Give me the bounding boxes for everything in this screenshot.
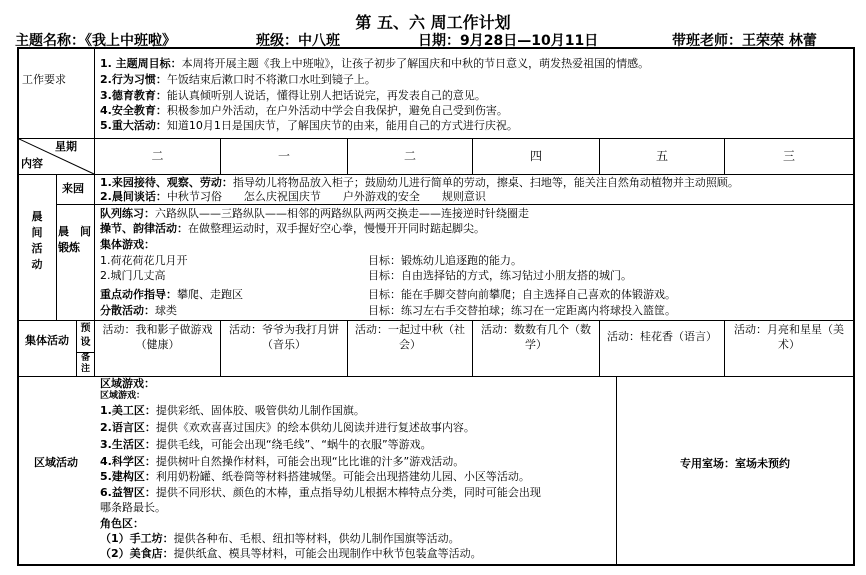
divider bbox=[94, 47, 95, 138]
divider bbox=[347, 320, 348, 376]
group-act-3: 活动：一起过中秋（社会） bbox=[355, 323, 465, 351]
game-1: 1.荷花荷花几月开 bbox=[100, 254, 188, 267]
area-item-6: 6.益智区：提供不同形状、颜色的木棒，重点指导幼儿根据木棒特点分类，同时可能会出现 bbox=[100, 486, 541, 499]
work-req-item-1: 1. 主题周目标：本周将开展主题《我上中班啦》，让孩子初步了解国庆和中秋的节日意义，萌发热爱祖国的情感。 bbox=[100, 57, 650, 70]
area-item-3: 3.生活区：提供毛线，可能会出现“绕毛线”、“蜗牛的衣服”等游戏。 bbox=[100, 438, 432, 451]
page-title: 第 五、六 周工作计划 bbox=[355, 13, 511, 32]
rhythm-activity: 操节、韵律活动：在做整理运动时，双手握好空心拳，慢慢开开同时踮起脚尖。 bbox=[100, 222, 485, 235]
date-range: 日期：9月28日—10月11日 bbox=[418, 33, 599, 49]
class-name: 班级：中八班 bbox=[256, 33, 340, 49]
group-act-4: 活动：数数有几个（数学） bbox=[481, 323, 591, 351]
morning-label-3: 活 bbox=[31, 242, 43, 255]
divider bbox=[17, 174, 855, 175]
exercise-label: 晨 间锻炼 bbox=[58, 225, 91, 254]
weekday-1: 二 bbox=[151, 149, 164, 163]
work-req-item-3: 3.德育教育：能认真倾听别人说话，懂得让别人把话说完，再发表自己的意见。 bbox=[100, 89, 486, 102]
divider bbox=[17, 138, 855, 139]
area-item-1: 1.美工区：提供彩纸、固体胶、吸管供幼儿制作国旗。 bbox=[100, 404, 365, 417]
morning-label-2: 间 bbox=[31, 226, 43, 239]
goal-3: 目标：能在手脚交替向前攀爬；自主选择自己喜欢的体锻游戏。 bbox=[368, 288, 676, 301]
divider bbox=[599, 320, 600, 376]
teachers: 带班老师：王荣荣 林蕾 bbox=[672, 33, 817, 49]
corner-content-label: 内容 bbox=[21, 157, 43, 170]
group-act-2: 活动：爷爷为我打月饼（音乐） bbox=[229, 323, 339, 351]
theme-name: 主题名称：《我上中班啦》 bbox=[15, 33, 176, 49]
arrive-line-2: 2.晨间谈话：中秋节习俗 怎么庆祝国庆节 户外游戏的安全 规则意识 bbox=[100, 190, 486, 203]
group-act-6: 活动：月亮和星星（美术） bbox=[734, 323, 844, 351]
corner-weekday-label: 星期 bbox=[55, 140, 77, 153]
weekday-6: 三 bbox=[782, 149, 795, 163]
area-item-6-cont: 哪条路最长。 bbox=[100, 501, 166, 514]
area-subtitle: 区域游戏： bbox=[100, 391, 146, 401]
work-req-label: 工作要求 bbox=[22, 73, 66, 86]
preset-label: 预设 bbox=[80, 323, 91, 348]
divider bbox=[56, 174, 57, 320]
morning-label-4: 动 bbox=[31, 258, 43, 271]
goal-4: 目标：练习左右手交替拍球；练习在一定距离内将球投入篮筐。 bbox=[368, 304, 676, 317]
weekday-2: 一 bbox=[277, 149, 290, 163]
divider bbox=[724, 320, 725, 376]
morning-label-1: 晨 bbox=[31, 210, 43, 223]
area-item-4: 4.科学区：提供树叶自然操作材料，可能会出现“比比谁的汁多”游戏活动。 bbox=[100, 455, 465, 468]
arrive-line-1: 1.来园接待、观察、劳动：指导幼儿将物品放入柜子；鼓励幼儿进行简单的劳动，擦桌、扫地等，能关注自然角动植物并主动照顾。 bbox=[100, 176, 739, 189]
role-area-head: 角色区： bbox=[100, 517, 144, 530]
game-2: 2.城门几丈高 bbox=[100, 269, 166, 282]
goal-1: 目标：锻炼幼儿追逐跑的能力。 bbox=[368, 254, 522, 267]
group-activity-label: 集体活动 bbox=[25, 334, 69, 347]
divider bbox=[616, 376, 617, 566]
weekday-5: 五 bbox=[655, 149, 668, 163]
note-label: 备注 bbox=[80, 353, 90, 374]
group-game-head: 集体游戏： bbox=[100, 238, 155, 251]
group-act-5: 活动：桂花香（语言） bbox=[607, 330, 717, 343]
work-req-item-2: 2.行为习惯：午饭结束后漱口时不将漱口水吐到镜子上。 bbox=[100, 73, 376, 86]
special-room: 专用室场：室场未预约 bbox=[680, 457, 790, 470]
role-item-1: （1）手工坊：提供各种布、毛根、纽扣等材料，供幼儿制作国旗等活动。 bbox=[100, 532, 460, 545]
divider bbox=[17, 320, 855, 321]
goal-2: 目标：自由选择钻的方式，练习钻过小朋友搭的城门。 bbox=[368, 269, 632, 282]
area-title: 区域游戏： bbox=[100, 377, 155, 390]
divider bbox=[56, 204, 855, 205]
queue-practice: 队列练习：六路纵队——三路纵队——相邻的两路纵队两两交换走——连接逆时针绕圈走 bbox=[100, 207, 529, 220]
area-activity-label: 区域活动 bbox=[34, 456, 78, 469]
group-act-1: 活动：我和影子做游戏（健康） bbox=[102, 323, 213, 351]
weekday-3: 二 bbox=[403, 149, 416, 163]
work-req-item-4: 4.安全教育：积极参加户外活动，在户外活动中学会自我保护，避免自己受到伤害。 bbox=[100, 104, 508, 117]
area-item-2: 2.语言区：提供《欢欢喜喜过国庆》的绘本供幼儿阅读并进行复述故事内容。 bbox=[100, 421, 475, 434]
divider bbox=[220, 320, 221, 376]
role-item-2: （2）美食店：提供纸盒、模具等材料，可能会出现制作中秋节包装盒等活动。 bbox=[100, 547, 482, 560]
arrive-label: 来园 bbox=[62, 182, 84, 195]
key-action: 重点动作指导：攀爬、走跑区 bbox=[100, 288, 243, 301]
area-item-5: 5.建构区：利用奶粉罐、纸卷筒等材料搭建城堡。可能会出现搭建幼儿园、小区等活动。 bbox=[100, 470, 530, 483]
divided-activity: 分散活动：球类 bbox=[100, 304, 177, 317]
weekday-4: 四 bbox=[529, 149, 542, 163]
work-req-item-5: 5.重大活动：知道10月1日是国庆节，了解国庆节的由来，能用自己的方式进行庆祝。 bbox=[100, 119, 518, 132]
divider bbox=[472, 320, 473, 376]
